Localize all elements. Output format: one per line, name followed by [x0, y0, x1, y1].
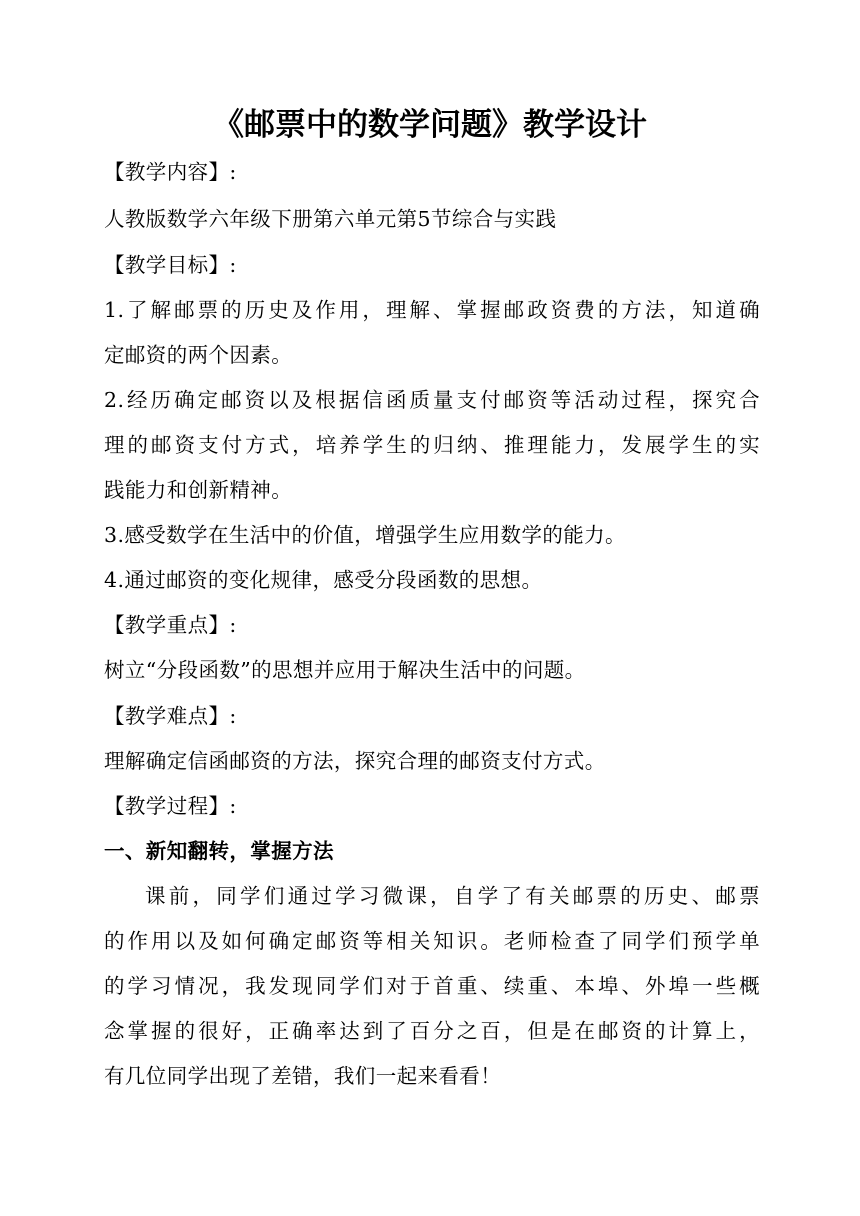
goal-2-line-2: 理的邮资支付方式，培养学生的归纳、推理能力，发展学生的实	[104, 433, 760, 457]
goal-2-line-3: 践能力和创新精神。	[104, 478, 293, 502]
heading-teaching-process: 【教学过程】:	[104, 794, 237, 818]
section-1-heading: 一、新知翻转，掌握方法	[104, 839, 334, 863]
teaching-focus-text: 树立“分段函数”的思想并应用于解决生活中的问题。	[104, 658, 586, 682]
paragraph-line-4: 念掌握的很好，正确率达到了百分之百，但是在邮资的计算上，	[104, 1019, 760, 1043]
heading-teaching-content: 【教学内容】:	[104, 160, 237, 184]
paragraph-line-3: 的学习情况，我发现同学们对于首重、续重、本埠、外埠一些概	[104, 974, 760, 998]
teaching-content-text: 人教版数学六年级下册第六单元第5节综合与实践	[104, 207, 557, 231]
paragraph-line-1: 课前，同学们通过学习微课，自学了有关邮票的历史、邮票	[145, 884, 760, 908]
paragraph-line-2: 的作用以及如何确定邮资等相关知识。老师检查了同学们预学单	[104, 929, 760, 953]
goal-4: 4.通过邮资的变化规律，感受分段函数的思想。	[104, 568, 543, 592]
heading-teaching-focus: 【教学重点】:	[104, 613, 237, 637]
goal-1-line-1: 1.了解邮票的历史及作用，理解、掌握邮政资费的方法，知道确	[104, 298, 760, 322]
goal-2-line-1: 2.经历确定邮资以及根据信函质量支付邮资等活动过程，探究合	[104, 388, 760, 412]
heading-teaching-difficulty: 【教学难点】:	[104, 704, 237, 728]
paragraph-line-5: 有几位同学出现了差错，我们一起来看看！	[104, 1064, 502, 1088]
teaching-difficulty-text: 理解确定信函邮资的方法，探究合理的邮资支付方式。	[104, 749, 606, 773]
goal-3: 3.感受数学在生活中的价值，增强学生应用数学的能力。	[104, 523, 626, 547]
heading-teaching-goals: 【教学目标】:	[104, 253, 237, 277]
goal-1-line-2: 定邮资的两个因素。	[104, 343, 293, 367]
document-title: 《邮票中的数学问题》教学设计	[213, 107, 647, 143]
